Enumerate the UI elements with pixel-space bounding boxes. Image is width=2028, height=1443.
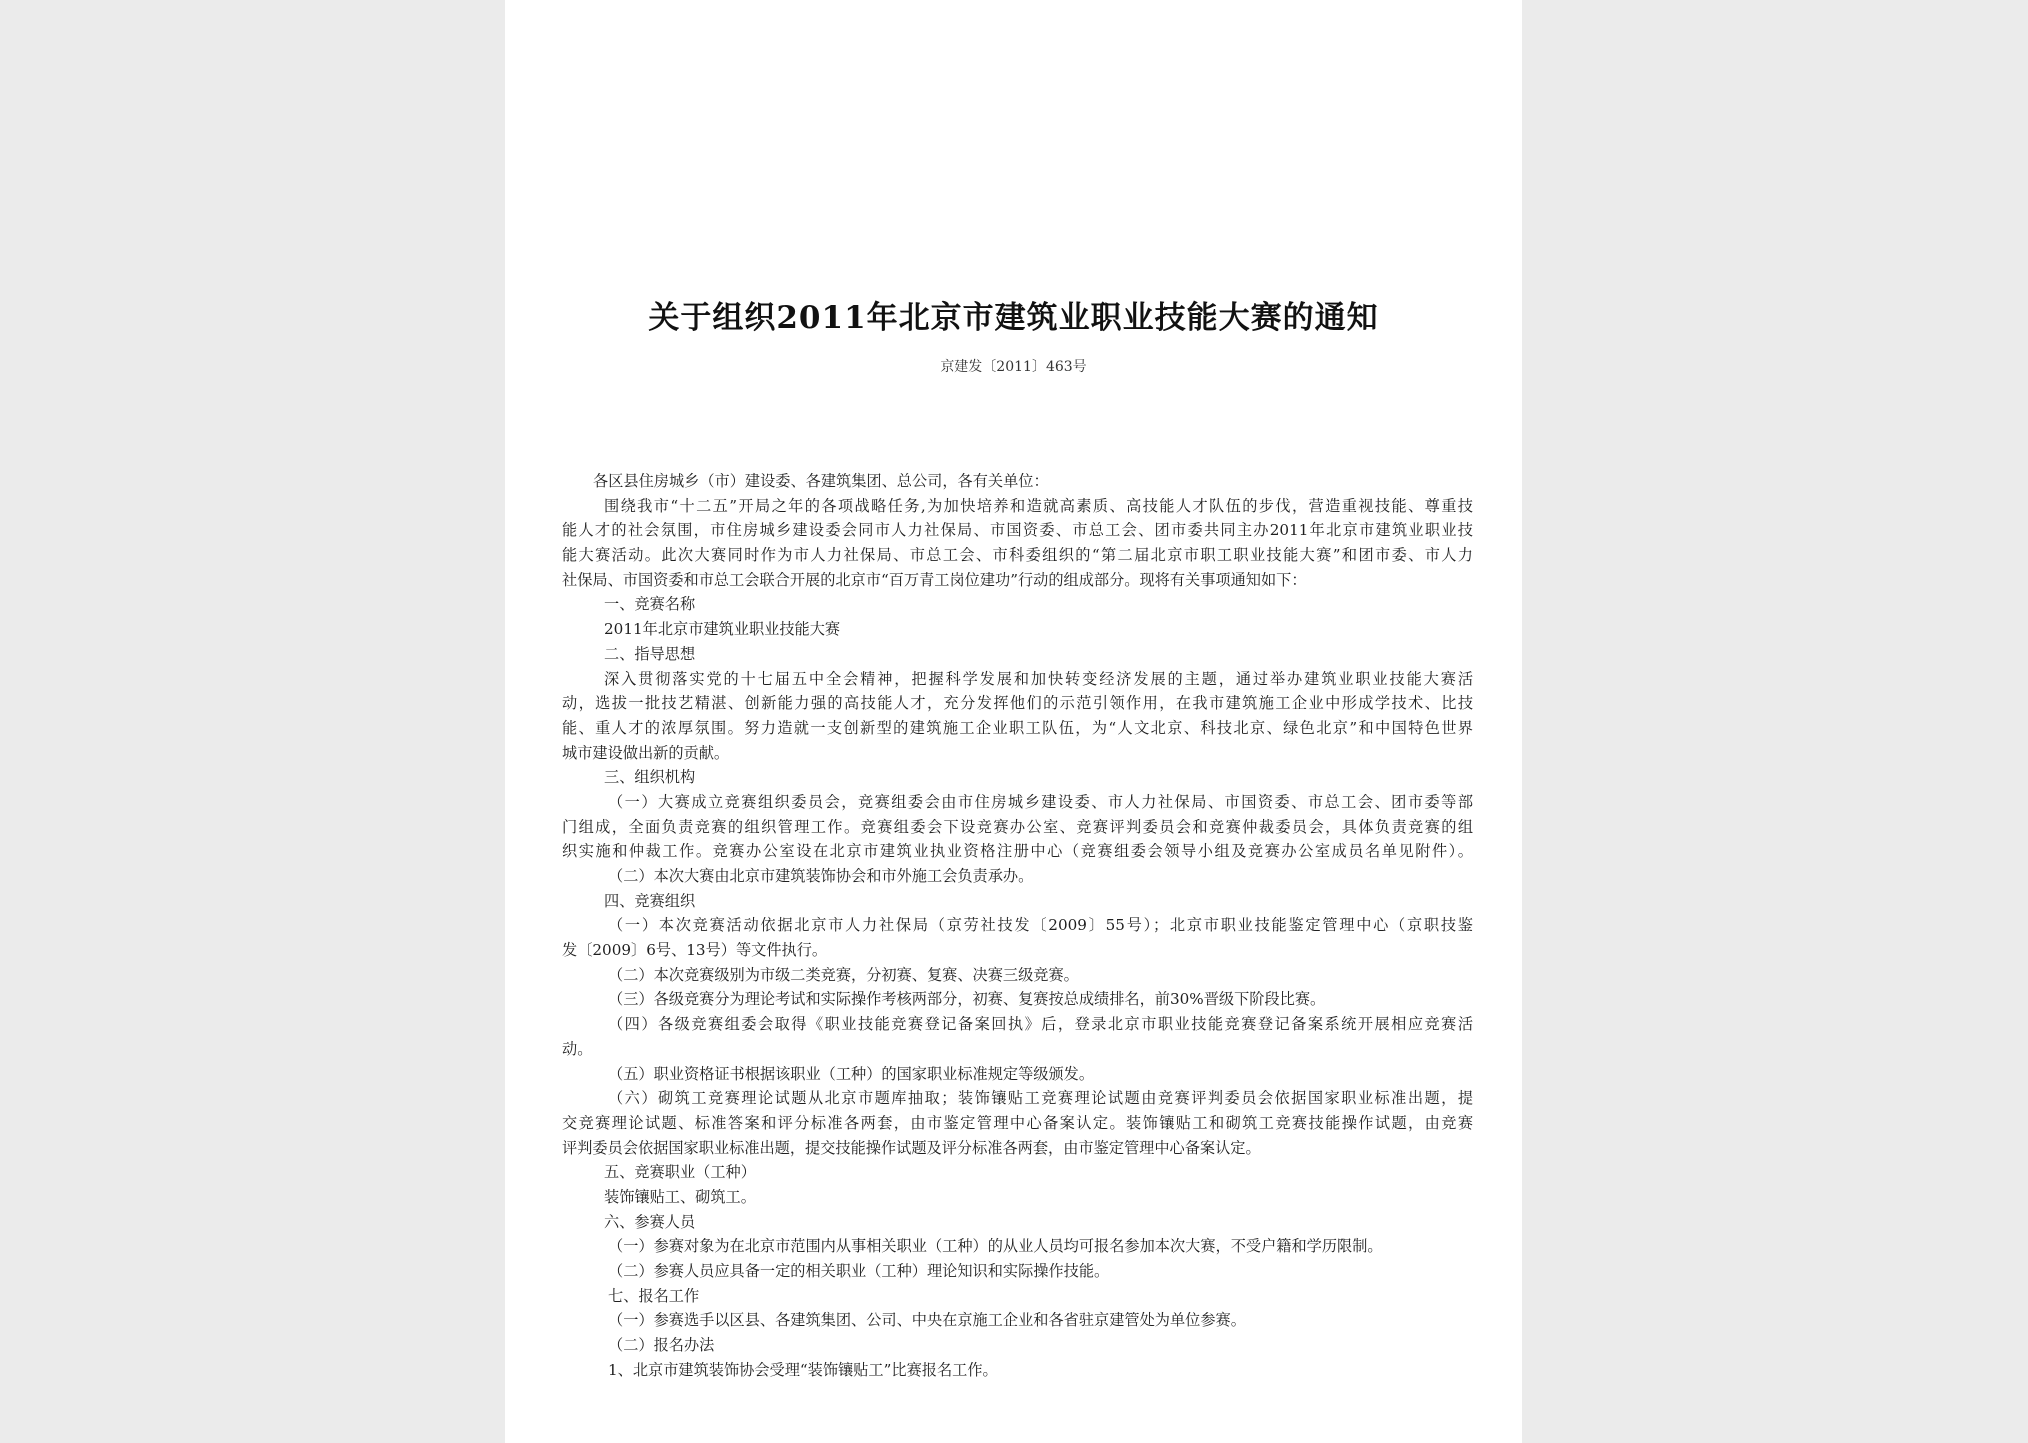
paragraph-line: 门组成，全面负责竞赛的组织管理工作。竞赛组委会下设竞赛办公室、竞赛评判委员会和竞赛仲裁委员会，具体负责竞赛的组: [562, 817, 1473, 836]
paragraph-line: （一）参赛选手以区县、各建筑集团、公司、中央在京施工企业和各省驻京建管处为单位参赛。: [608, 1311, 1246, 1330]
paragraph-line: （一）大赛成立竞赛组织委员会，竞赛组委会由市住房城乡建设委、市人力社保局、市国资委、市总工会、团市委等部: [608, 792, 1473, 811]
paragraph-line: 能大赛活动。此次大赛同时作为市人力社保局、市总工会、市科委组织的“第二届北京市职工职业技能大赛”和团市委、市人力: [562, 546, 1473, 565]
section-heading: 三、组织机构: [604, 768, 696, 787]
section-heading: 一、竞赛名称: [604, 595, 696, 614]
paragraph-line: 城市建设做出新的贡献。: [562, 743, 730, 762]
section-heading: 七、报名工作: [608, 1286, 700, 1305]
paragraph-line: 交竞赛理论试题、标准答案和评分标准各两套，由市鉴定管理中心备案认定。装饰镶贴工和砌筑工竞赛技能操作试题，由竞赛: [562, 1113, 1473, 1132]
paragraph-line: （二）报名办法: [608, 1336, 715, 1355]
section-heading: 六、参赛人员: [604, 1212, 696, 1231]
document-page: [505, 0, 1522, 1443]
paragraph-line: 社保局、市国资委和市总工会联合开展的北京市“百万青工岗位建功”行动的组成部分。现将有关事项通知如下：: [562, 570, 1307, 589]
paragraph-line: 能、重人才的浓厚氛围。努力造就一支创新型的建筑施工企业职工队伍，为“人文北京、科技北京、绿色北京”和中国特色世界: [562, 718, 1473, 737]
document-number: 京建发〔2011〕463号: [940, 359, 1087, 375]
paragraph-line: 织实施和仲裁工作。竞赛办公室设在北京市建筑业执业资格注册中心（竞赛组委会领导小组及竞赛办公室成员名单见附件）。: [562, 842, 1473, 861]
paragraph-line: （一）本次竞赛活动依据北京市人力社保局（京劳社技发〔2009〕55号）；北京市职业技能鉴定管理中心（京职技鉴: [608, 916, 1473, 935]
paragraph-line: 动，选拔一批技艺精湛、创新能力强的高技能人才，充分发挥他们的示范引领作用，在我市建筑施工企业中形成学技术、比技: [562, 694, 1473, 713]
paragraph-line: 深入贯彻落实党的十七届五中全会精神，把握科学发展和加快转变经济发展的主题，通过举办建筑业职业技能大赛活: [604, 669, 1473, 688]
paragraph-line: 动。: [562, 1039, 593, 1058]
addressee-line: 各区县住房城乡（市）建设委、各建筑集团、总公司，各有关单位：: [593, 472, 1049, 490]
paragraph-line: （四）各级竞赛组委会取得《职业技能竞赛登记备案回执》后，登录北京市职业技能竞赛登记备案系统开展相应竞赛活: [608, 1015, 1473, 1034]
paragraph-line: 1、北京市建筑装饰协会受理“装饰镶贴工”比赛报名工作。: [608, 1360, 998, 1379]
paragraph-line: 2011年北京市建筑业职业技能大赛: [604, 620, 841, 639]
section-heading: 五、竞赛职业（工种）: [604, 1163, 756, 1182]
paragraph-line: 围绕我市“十二五”开局之年的各项战略任务,为加快培养和造就高素质、高技能人才队伍的步伐，营造重视技能、尊重技: [604, 496, 1473, 515]
paragraph-line: （二）本次大赛由北京市建筑装饰协会和市外施工会负责承办。: [608, 867, 1034, 885]
paragraph-line: （二）本次竞赛级别为市级二类竞赛，分初赛、复赛、决赛三级竞赛。: [608, 965, 1079, 984]
paragraph-line: 装饰镶贴工、砌筑工。: [604, 1187, 756, 1206]
section-heading: 四、竞赛组织: [604, 891, 696, 910]
paragraph-line: 能人才的社会氛围，市住房城乡建设委会同市人力社保局、市国资委、市总工会、团市委共同主办2011年北京市建筑业职业技: [562, 521, 1473, 540]
paragraph-line: 发〔2009〕6号、13号）等文件执行。: [562, 941, 828, 960]
paragraph-line: （六）砌筑工竞赛理论试题从北京市题库抽取；装饰镶贴工竞赛理论试题由竞赛评判委员会依据国家职业标准出题，提: [608, 1089, 1473, 1108]
paragraph-line: （一）参赛对象为在北京市范围内从事相关职业（工种）的从业人员均可报名参加本次大赛，不受户籍和学历限制。: [608, 1237, 1383, 1256]
paragraph-line: （五）职业资格证书根据该职业（工种）的国家职业标准规定等级颁发。: [608, 1064, 1094, 1083]
paragraph-line: （三）各级竞赛分为理论考试和实际操作考核两部分，初赛、复赛按总成绩排名，前30%晋级下阶段比赛。: [608, 990, 1326, 1009]
section-heading: 二、指导思想: [604, 644, 696, 663]
paragraph-line: （二）参赛人员应具备一定的相关职业（工种）理论知识和实际操作技能。: [608, 1262, 1110, 1280]
document-body: [562, 469, 1473, 1382]
document-title: 关于组织2011年北京市建筑业职业技能大赛的通知: [648, 300, 1379, 336]
paragraph-line: 评判委员会依据国家职业标准出题，提交技能操作试题及评分标准各两套，由市鉴定管理中心备案认定。: [562, 1138, 1261, 1157]
